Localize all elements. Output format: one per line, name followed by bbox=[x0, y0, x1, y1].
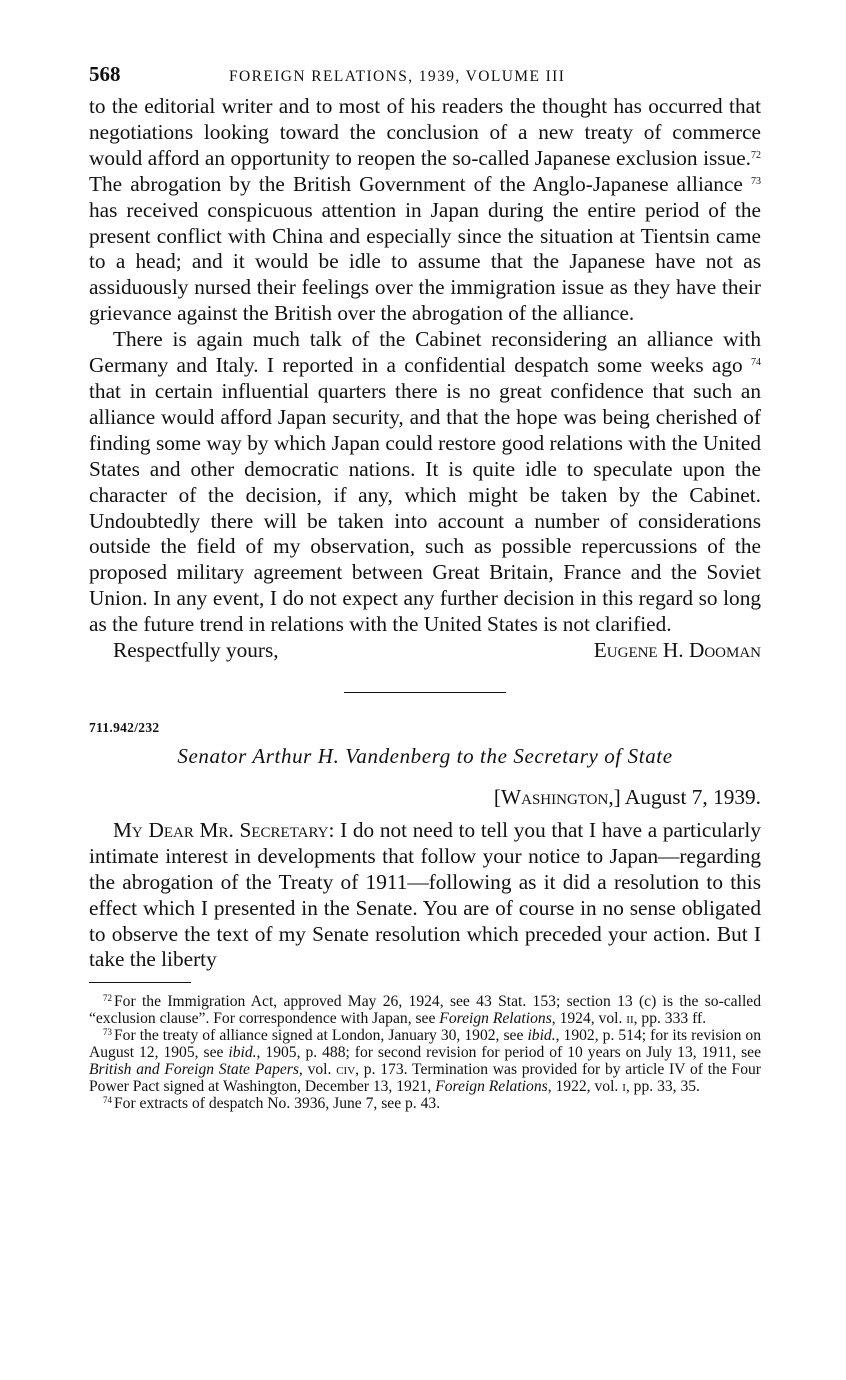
section-divider bbox=[344, 692, 506, 693]
footnote-text: ii bbox=[626, 1010, 634, 1028]
running-head bbox=[89, 62, 761, 94]
footnote-text: ibid. bbox=[228, 1044, 257, 1062]
document-heading: Senator Arthur H. Vandenberg to the Secretary of State bbox=[177, 744, 673, 769]
footnote-text: , p. 173. Termination was provided for by article IV of the Four Power Pact signed at Washington, December 13, 1921, bbox=[89, 1061, 761, 1095]
footnote-text: i bbox=[622, 1077, 626, 1095]
paragraph-cabinet-alliance: There is again much talk of the Cabinet reconsidering an alliance with Germany and Italy. I reported in a confidential despatch some weeks ago $^{74}$ that in certain influential quarters there is no great confidence that such an alliance would afford Japan security, and that the hope was being cherished of finding some way by which Japan could restore good relations with the United States and other democratic nations. It is quite idle to speculate upon the character of the decision, if any, which might be taken by the Cabinet. Undoubtedly there will be taken into account a number of considerations outside the field of my observation, such as possible repercussions of the proposed military agreement between Great Britain, France and the Soviet Union. In any event, I do not expect any further decision in this regard so long as the future trend in relations with the United States is not clarified. bbox=[89, 327, 761, 637]
first-document-body bbox=[89, 94, 761, 638]
letter-paragraph: My Dear Mr. Secretary: I do not need to tell you that I have a particularly intimate interest in developments that follow your notice to Japan—regarding the abrogation of the Treaty of 1911—following as it did a resolution to this effect which I presented in the Senate. You are of course in no sense obligated to observe the text of my Senate resolution which preceded your action. But I take the liberty bbox=[89, 817, 761, 972]
running-head-title: FOREIGN RELATIONS, 1939, VOLUME III bbox=[229, 68, 566, 85]
footnote-73 bbox=[89, 1028, 761, 1096]
footnote-number: 74 bbox=[103, 1094, 112, 1105]
footnote-number: 72 bbox=[103, 993, 112, 1004]
salutation: My Dear Mr. Secretary: bbox=[113, 817, 335, 842]
closing: Respectfully yours, bbox=[113, 638, 279, 663]
footnote-text: , 1924, vol. bbox=[551, 1010, 627, 1028]
page-number: 568 bbox=[89, 62, 121, 86]
file-number: 711.942/232 bbox=[89, 720, 160, 736]
signature: Eugene H. Dooman bbox=[593, 638, 761, 663]
footnote-text: , pp. 333 ff. bbox=[633, 1010, 707, 1028]
footnote-ref-72[interactable]: 72 bbox=[751, 149, 761, 161]
footnote-text: , pp. 33, 35. bbox=[625, 1077, 700, 1095]
footnote-text: , 1922, vol. bbox=[547, 1077, 623, 1095]
footnote-text: Foreign Relations bbox=[435, 1077, 548, 1095]
footnote-text: , vol. bbox=[298, 1061, 337, 1078]
footnote-text: For the Immigration Act, approved May 26, 1924, see 43 Stat. 153; section 13 (c) is the so-called “exclusion clause”. For correspondence with Japan, see bbox=[89, 993, 761, 1028]
signoff bbox=[89, 638, 761, 664]
footnote-text: Foreign Relations bbox=[439, 1010, 552, 1028]
footnote-text: , 1902, p. 514; for its revision on August 12, 1905, see bbox=[89, 1027, 761, 1062]
footnotes bbox=[89, 994, 761, 1112]
footnote-text: , 1905, p. 488; for second revision for period of 10 years on July 13, 1911, see bbox=[256, 1044, 761, 1062]
footnote-divider bbox=[89, 982, 191, 983]
footnote-text: ibid. bbox=[527, 1027, 556, 1045]
footnote-74 bbox=[89, 1096, 761, 1113]
footnote-ref-74[interactable]: 74 bbox=[751, 357, 761, 369]
document-page bbox=[89, 62, 761, 1113]
dateline-date: August 7, 1939. bbox=[624, 785, 761, 810]
second-document-body bbox=[89, 818, 761, 973]
footnote-text: civ bbox=[336, 1061, 356, 1078]
dateline-place: [Washington,] bbox=[493, 785, 621, 810]
dateline bbox=[89, 785, 761, 811]
footnote-72 bbox=[89, 994, 761, 1028]
paragraph-continuation: to the editorial writer and to most of his readers the thought has occurred that negotiations looking toward the conclusion of a new treaty of commerce would afford an opportunity to reopen the so-called Japanese exclusion issue.$^{72}$ The abrogation by the British Government of the Anglo-Japanese alliance $^{73}$ has received conspicuous attention in Japan during the entire period of the present conflict with China and especially since the situation at Tientsin came to a head; and it would be idle to assume that the Japanese have not as assiduously nursed their feelings over the immigration issue as they have their grievance against the British over the abrogation of the alliance. bbox=[89, 94, 761, 326]
footnote-text: For the treaty of alliance signed at London, January 30, 1902, see bbox=[114, 1027, 528, 1045]
footnote-ref-73[interactable]: 73 bbox=[751, 175, 761, 187]
footnote-text: For extracts of despatch No. 3936, June 7, see p. 43. bbox=[114, 1094, 441, 1112]
footnote-text: British and Foreign State Papers bbox=[89, 1061, 299, 1078]
footnote-number: 73 bbox=[103, 1027, 112, 1038]
